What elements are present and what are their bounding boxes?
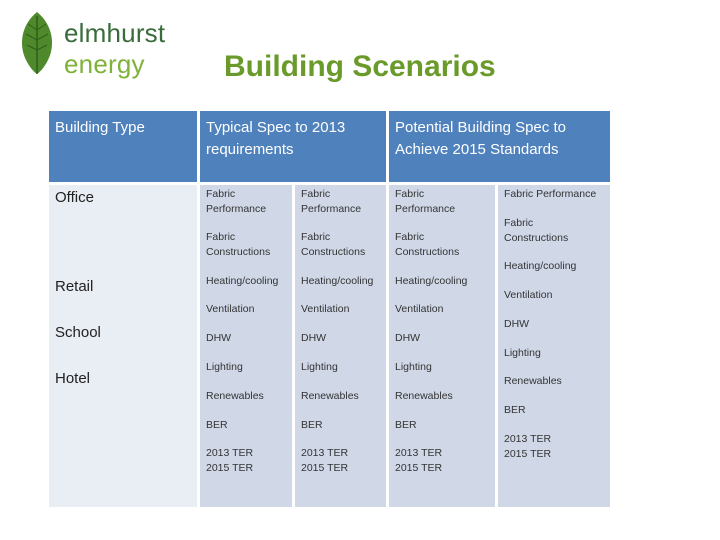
spec-dhw: DHW [301,332,327,344]
brand-name [64,18,238,80]
spec-heating-cooling: Heating/cooling [301,275,374,287]
spec-ber: BER [395,419,417,431]
potential-spec-column-2 [498,185,610,507]
spec-ventilation: Ventilation [395,303,444,315]
building-type-column [49,185,197,507]
spec-heating-cooling: Heating/cooling [206,275,279,287]
spec-fabric-constructions: Fabric Constructions [395,231,460,258]
brand-part-2: energy [64,49,145,79]
spec-ter-2013: 2013 TER [206,447,254,459]
spec-fabric-constructions: Fabric Constructions [504,217,569,244]
spec-ventilation: Ventilation [206,303,255,315]
header-building-type: Building Type [49,111,197,182]
potential-spec-column-1 [389,185,495,507]
spec-heating-cooling: Heating/cooling [395,275,468,287]
building-type-hotel: Hotel [55,370,91,387]
spec-ber: BER [504,404,526,416]
spec-renewables: Renewables [206,390,264,402]
building-type-retail: Retail [55,278,94,295]
spec-heating-cooling: Heating/cooling [504,260,577,272]
spec-fabric-constructions: Fabric Constructions [206,231,271,258]
spec-dhw: DHW [395,332,421,344]
spec-ventilation: Ventilation [301,303,350,315]
spec-ter-2013: 2013 TER [395,447,443,459]
spec-dhw: DHW [504,318,530,330]
spec-ter-2015: 2015 TER [504,448,552,460]
leaf-icon [16,10,58,76]
scenarios-table [49,111,610,507]
spec-lighting: Lighting [301,361,338,373]
spec-renewables: Renewables [301,390,359,402]
typical-spec-column-1 [200,185,292,507]
spec-ventilation: Ventilation [504,289,553,301]
spec-lighting: Lighting [504,347,541,359]
spec-fabric-performance: Fabric Performance [206,188,267,215]
brand-part-1: elmhurst [64,18,166,48]
typical-spec-column-2 [295,185,386,507]
spec-lighting: Lighting [206,361,243,373]
header-typical-spec: Typical Spec to 2013 requirements [200,111,386,182]
spec-fabric-performance: Fabric Performance [395,188,456,215]
spec-fabric-constructions: Fabric Constructions [301,231,366,258]
spec-renewables: Renewables [504,375,562,387]
spec-fabric-performance: Fabric Performance [301,188,362,215]
spec-lighting: Lighting [395,361,432,373]
spec-ber: BER [301,419,323,431]
spec-ter-2015: 2015 TER [301,462,349,474]
elmhurst-logo [8,4,238,79]
spec-ter-2015: 2015 TER [395,462,443,474]
page-title: Building Scenarios [224,50,496,83]
spec-dhw: DHW [206,332,232,344]
spec-ter-2013: 2013 TER [301,447,349,459]
spec-ter-2015: 2015 TER [206,462,254,474]
spec-fabric-performance: Fabric Performance [504,188,597,200]
spec-ter-2013: 2013 TER [504,433,552,445]
spec-ber: BER [206,419,228,431]
header-potential-spec: Potential Building Spec to Achieve 2015 Standards [389,111,610,182]
spec-renewables: Renewables [395,390,453,402]
building-type-office: Office [55,189,94,206]
building-type-school: School [55,324,101,341]
